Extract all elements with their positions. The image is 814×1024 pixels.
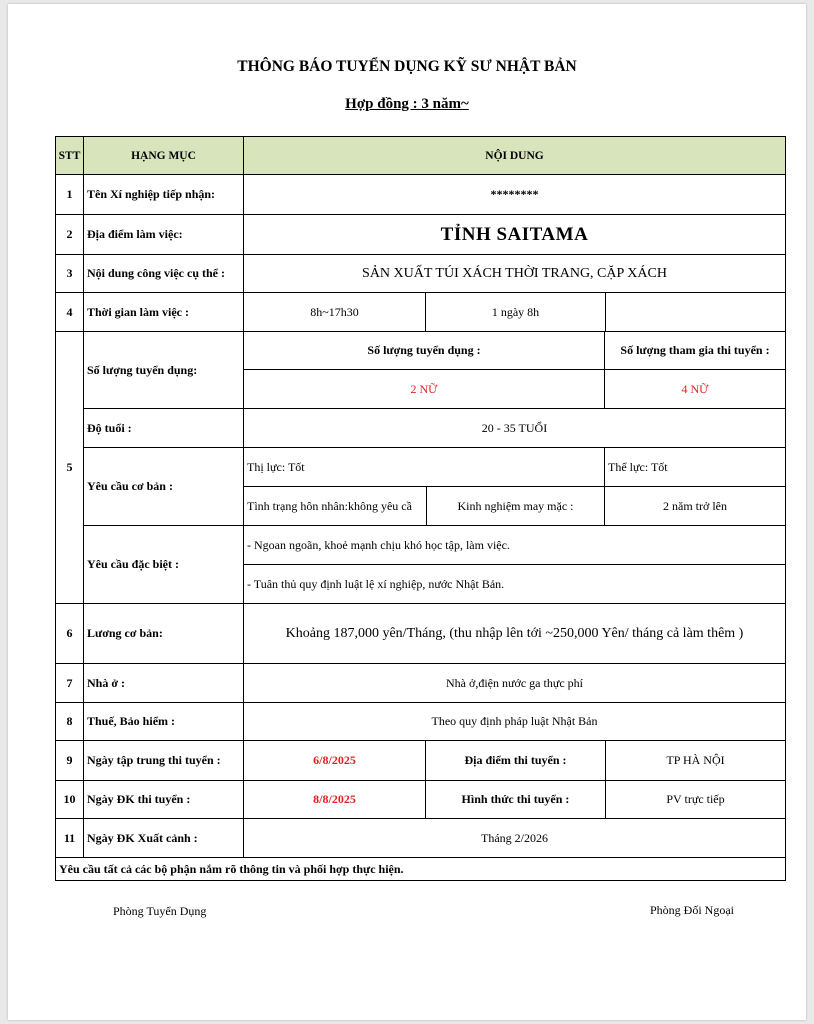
working-hours-value: 8h~17h30 (243, 292, 426, 332)
row-10-label: Ngày ĐK thi tuyển : (83, 780, 244, 819)
experience-value: 2 năm trở lên (604, 486, 786, 526)
row-11-number: 11 (55, 818, 84, 858)
exam-format-value: PV trực tiếp (605, 780, 786, 819)
physical-requirement: Thể lực: Tốt (604, 447, 786, 487)
header-content: NỘI DUNG (243, 136, 786, 175)
row-1-label: Tên Xí nghiệp tiếp nhận: (83, 174, 244, 215)
contract-subtitle: Hợp đồng : 3 năm~ (345, 96, 469, 112)
quota-value: 2 NỮ (243, 369, 605, 409)
row-4-number: 4 (55, 292, 84, 332)
working-time-extra (605, 292, 786, 332)
job-description-value: SẢN XUẤT TÚI XÁCH THỜI TRANG, CẶP XÁCH (243, 254, 786, 293)
row-5-number: 5 (55, 331, 84, 604)
tax-insurance-value: Theo quy định pháp luật Nhật Bản (243, 702, 786, 741)
quota-label: Số lượng tuyển dụng: (83, 331, 244, 409)
signature-foreign-affairs-dept: Phòng Đối Ngoại (650, 903, 734, 917)
exam-location-label: Địa điểm thi tuyển : (425, 740, 606, 781)
row-10-number: 10 (55, 780, 84, 819)
exam-count-value: 4 NỮ (604, 369, 786, 409)
special-requirement-1: - Ngoan ngoãn, khoẻ mạnh chịu khó học tập, làm việc. (243, 525, 786, 565)
working-duration-value: 1 ngày 8h (425, 292, 606, 332)
gathering-date-value: 6/8/2025 (243, 740, 426, 781)
row-11-label: Ngày ĐK Xuất cảnh : (83, 818, 244, 858)
exam-format-label: Hình thức thi tuyển : (425, 780, 606, 819)
company-name-value: ******** (243, 174, 786, 215)
row-2-label: Địa điểm làm việc: (83, 214, 244, 255)
coordination-note: Yêu cầu tất cả các bộ phận nắm rõ thông tin và phối hợp thực hiện. (55, 857, 786, 881)
marital-status-requirement: Tình trạng hôn nhân:không yêu cầ (243, 486, 427, 526)
row-6-number: 6 (55, 603, 84, 664)
special-requirement-2: - Tuân thủ quy định luật lệ xí nghiệp, nước Nhật Bản. (243, 564, 786, 604)
housing-value: Nhà ở,điện nước ga thực phí (243, 663, 786, 703)
experience-label: Kinh nghiệm may mặc : (426, 486, 605, 526)
eyesight-requirement: Thị lực: Tốt (243, 447, 605, 487)
age-label: Độ tuổi : (83, 408, 244, 448)
row-8-label: Thuế, Bảo hiểm : (83, 702, 244, 741)
row-3-label: Nội dung công việc cụ thể : (83, 254, 244, 293)
signature-recruitment-dept: Phòng Tuyển Dụng (113, 904, 207, 918)
registration-date-value: 8/8/2025 (243, 780, 426, 819)
quota-header: Số lượng tuyển dụng : (243, 331, 605, 370)
document-title: THÔNG BÁO TUYỂN DỤNG KỸ SƯ NHẬT BẢN (237, 58, 577, 75)
row-9-label: Ngày tập trung thi tuyển : (83, 740, 244, 781)
row-1-number: 1 (55, 174, 84, 215)
work-location-value: TỈNH SAITAMA (243, 214, 786, 255)
header-category: HẠNG MỤC (83, 136, 244, 175)
exam-count-header: Số lượng tham gia thi tuyển : (604, 331, 786, 370)
special-requirements-label: Yêu cầu đặc biệt : (83, 525, 244, 604)
salary-value: Khoảng 187,000 yên/Tháng, (thu nhập lên tới ~250,000 Yên/ tháng cả làm thêm ) (243, 603, 786, 664)
exam-location-value: TP HÀ NỘI (605, 740, 786, 781)
basic-requirements-label: Yêu cầu cơ bản : (83, 447, 244, 526)
row-2-number: 2 (55, 214, 84, 255)
row-7-label: Nhà ở : (83, 663, 244, 703)
row-3-number: 3 (55, 254, 84, 293)
row-4-label: Thời gian làm việc : (83, 292, 244, 332)
row-9-number: 9 (55, 740, 84, 781)
row-7-number: 7 (55, 663, 84, 703)
row-6-label: Lương cơ bản: (83, 603, 244, 664)
header-stt: STT (55, 136, 84, 175)
age-value: 20 - 35 TUỔI (243, 408, 786, 448)
departure-date-value: Tháng 2/2026 (243, 818, 786, 858)
row-8-number: 8 (55, 702, 84, 741)
